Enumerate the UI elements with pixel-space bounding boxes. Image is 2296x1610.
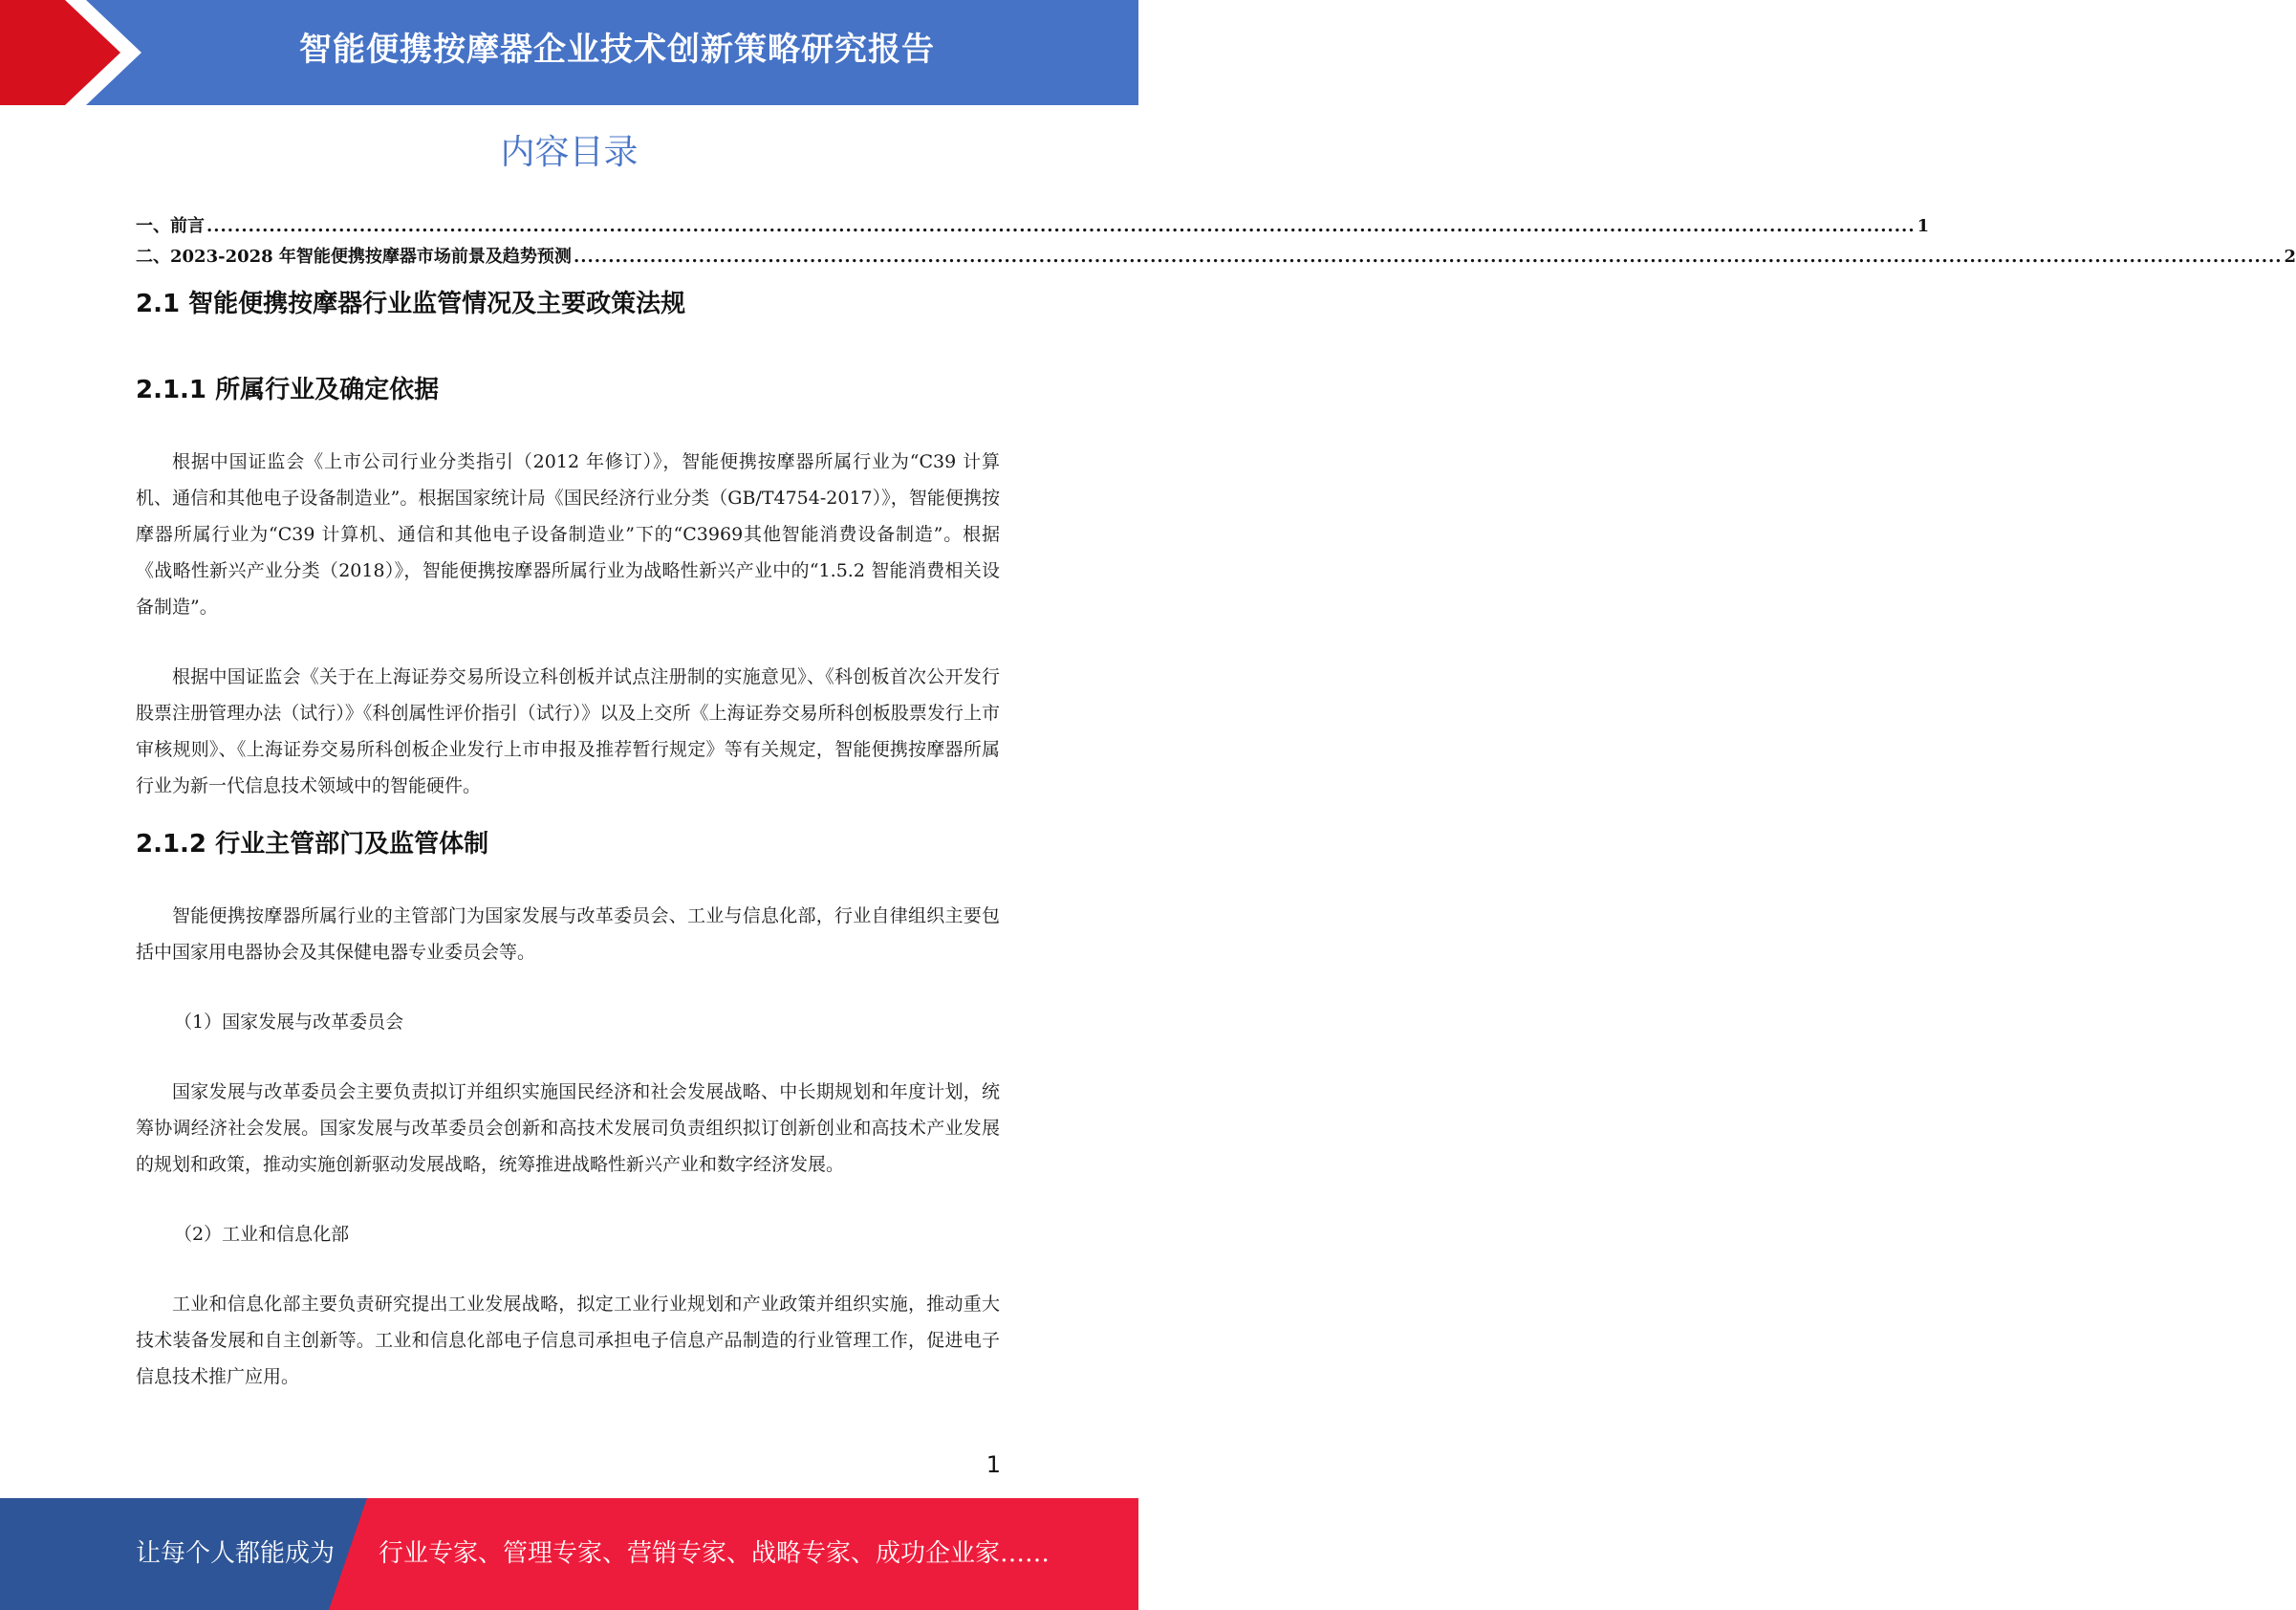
paragraph: 国家发展与改革委员会主要负责拟订并组织实施国民经济和社会发展战略、中长期规划和年度计划，统筹协调经济社会发展。国家发展与改革委员会创新和高技术发展司负责组织拟订创新创业和高技术产业发展的规划和政策，推动实施创新驱动发展战略，统筹推进战略性新兴产业和数字经济发展。 [136, 1081, 1000, 1175]
toc-item[interactable] [136, 243, 2296, 273]
toc-item-page: 2 [2284, 247, 2296, 267]
section-heading-2-1-2: 2.1.2 行业主管部门及监管体制 [136, 830, 489, 859]
subsection-label: （1）国家发展与改革委员会 [174, 1012, 404, 1033]
paragraph: 工业和信息化部主要负责研究提出工业发展战略，拟定工业行业规划和产业政策并组织实施，推动重大技术装备发展和自主创新等。工业和信息化部电子信息司承担电子信息产品制造的行业管理工作，促进电子信息技术推广应用。 [136, 1294, 1000, 1387]
toc-item[interactable] [136, 212, 1930, 243]
toc-item-label: 一、前言 [136, 216, 205, 236]
table-of-contents [136, 212, 2296, 273]
toc-leader-dots: ...................................................................................................................................................................................................................................................... [206, 216, 1916, 236]
subsection-label: （2）工业和信息化部 [174, 1224, 350, 1245]
footer-slogan-right: 行业专家、管理专家、营销专家、战略专家、成功企业家…… [379, 1539, 1051, 1568]
section-heading-2-1: 2.1 智能便携按摩器行业监管情况及主要政策法规 [136, 290, 686, 318]
paragraph: 根据中国证监会《上市公司行业分类指引（2012 年修订）》，智能便携按摩器所属行业为“C39 计算机、通信和其他电子设备制造业”。根据国家统计局《国民经济行业分类（GB/T4754-2017）》，智能便携按摩器所属行业为“C39 计算机、通信和其他电子设备制造业”下的“C3969其他智能消费设备制造”。根据《战略性新兴产业分类（2018）》，智能便携按摩器所属行业为战略性新兴产业中的“1.5.2 智能消费相关设备制造”。 [136, 451, 1000, 618]
section-heading-2-1-1: 2.1.1 所属行业及确定依据 [136, 376, 440, 404]
report-title: 智能便携按摩器企业技术创新策略研究报告 [299, 31, 935, 69]
footer-slogan-left: 让每个人都能成为 [136, 1539, 336, 1568]
toc-item-page: 1 [1917, 216, 1930, 236]
header-banner [0, 0, 1138, 105]
page-number: 1 [986, 1451, 1001, 1478]
chevron-arrow-icon [0, 0, 153, 105]
toc-item-label: 二、2023-2028 年智能便携按摩器市场前景及趋势预测 [136, 247, 572, 267]
toc-leader-dots: ...................................................................................................................................................................................................................................................... [573, 247, 2283, 267]
footer-banner [0, 1498, 1138, 1610]
toc-heading: 内容目录 [500, 133, 639, 172]
document-body [136, 281, 1000, 1428]
paragraph: 智能便携按摩器所属行业的主管部门为国家发展与改革委员会、工业与信息化部，行业自律组织主要包括中国家用电器协会及其保健电器专业委员会等。 [136, 905, 1000, 963]
paragraph: 根据中国证监会《关于在上海证券交易所设立科创板并试点注册制的实施意见》、《科创板首次公开发行股票注册管理办法（试行）》《科创属性评价指引（试行）》以及上交所《上海证券交易所科创板股票发行上市审核规则》、《上海证券交易所科创板企业发行上市申报及推荐暂行规定》等有关规定，智能便携按摩器所属行业为新一代信息技术领域中的智能硬件。 [136, 666, 1000, 796]
